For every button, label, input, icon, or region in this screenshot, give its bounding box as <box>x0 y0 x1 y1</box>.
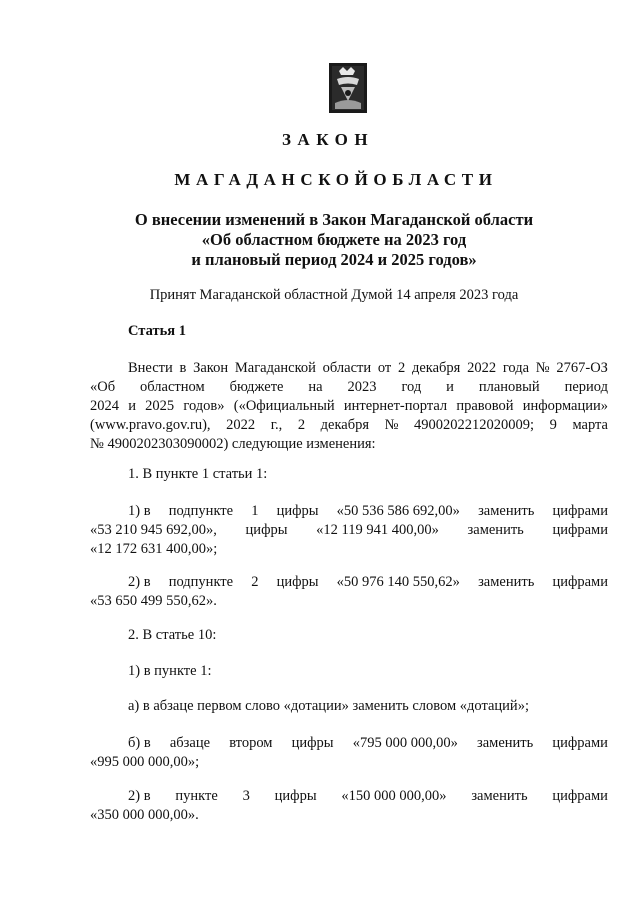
subitem-1 <box>90 502 608 559</box>
word: цифрами <box>552 522 608 538</box>
paragraph-line: «350 000 000,00». <box>90 807 199 823</box>
word: цифры <box>245 522 288 538</box>
heading-line: и плановый период 2024 и 2025 годов» <box>191 250 477 269</box>
magadan-coat-of-arms-icon <box>329 63 367 113</box>
word: заменить <box>467 522 524 538</box>
word: период <box>564 379 608 395</box>
word: 2024 <box>90 398 119 414</box>
word: б) в <box>128 735 151 751</box>
word: подпункте <box>168 574 234 590</box>
heading-line: «Об областном бюджете на 2023 год <box>201 230 467 249</box>
word: 2 <box>297 417 306 433</box>
item-1: 1. В пункте 1 статьи 1: <box>128 466 268 482</box>
word: «53 210 945 692,00», <box>90 522 217 538</box>
word: № <box>384 417 399 433</box>
word: («Официальный <box>233 398 335 414</box>
word: «50 536 586 692,00» <box>336 503 460 519</box>
word: «150 000 000,00» <box>341 788 447 804</box>
word: от <box>377 360 392 376</box>
word: интернет-портал <box>343 398 448 414</box>
word: № <box>535 360 550 376</box>
item-2-a: а) в абзаце первом слово «дотации» заменить словом «дотаций»; <box>128 698 529 714</box>
word: втором <box>229 735 273 751</box>
word: и <box>446 379 454 395</box>
paragraph-line <box>90 787 608 806</box>
paragraph-line <box>90 397 608 416</box>
word: заменить <box>478 574 535 590</box>
word: 2 <box>398 360 406 376</box>
paragraph-line <box>90 416 608 435</box>
word: 4900202212020009; <box>414 417 535 433</box>
word: цифрами <box>552 503 608 519</box>
word: декабря <box>411 360 461 376</box>
word: плановый <box>478 379 540 395</box>
paragraph-line: № 4900202303090002) следующие изменения: <box>90 436 376 452</box>
word: декабря <box>320 417 370 433</box>
word: «12 119 941 400,00» <box>316 522 439 538</box>
word: цифрами <box>552 788 608 804</box>
word: абзаце <box>169 735 211 751</box>
paragraph-line <box>90 359 608 378</box>
word: цифры <box>276 503 319 519</box>
heading-line: О внесении изменений в Закон Магаданской области <box>134 210 534 229</box>
word: (www.pravo.gov.ru), <box>90 417 211 433</box>
word: цифрами <box>552 735 608 751</box>
word: Магаданской <box>234 360 316 376</box>
word: 2022 <box>467 360 497 376</box>
word: «795 000 000,00» <box>352 735 458 751</box>
word: Закон <box>193 360 229 376</box>
word: 2023 <box>347 379 377 395</box>
word: 2767-ОЗ <box>556 360 608 376</box>
paragraph-line: «995 000 000,00»; <box>90 754 200 770</box>
word: цифры <box>276 574 319 590</box>
paragraph-line <box>90 734 608 753</box>
word: 2 <box>251 574 259 590</box>
intro-paragraph <box>90 359 608 454</box>
paragraph-line: «12 172 631 400,00»; <box>90 541 218 557</box>
word: «50 976 140 550,62» <box>336 574 460 590</box>
word: 2) в <box>128 788 151 804</box>
subitem-2 <box>90 573 608 611</box>
word: 2) в <box>128 574 151 590</box>
paragraph-line <box>90 502 608 521</box>
word: год <box>401 379 422 395</box>
paragraph-line <box>90 378 608 397</box>
word: года <box>502 360 530 376</box>
word: 9 <box>549 417 557 433</box>
word: в <box>179 360 187 376</box>
law-title: ЗАКОН <box>281 130 375 149</box>
word: правовой <box>456 398 514 414</box>
item-2-subitem-1: 1) в пункте 1: <box>128 663 212 679</box>
word: на <box>308 379 323 395</box>
word: областном <box>140 379 205 395</box>
word: подпункте <box>168 503 234 519</box>
item-2-subitem-2 <box>90 787 608 825</box>
word: заменить <box>478 503 535 519</box>
paragraph-line <box>90 573 608 592</box>
adoption-note: Принят Магаданской областной Думой 14 апреля 2023 года <box>149 287 519 303</box>
paragraph-line <box>90 521 608 540</box>
word: 3 <box>242 788 250 804</box>
article-title: Статья 1 <box>128 323 186 339</box>
paragraph-line: «53 650 499 550,62». <box>90 593 217 609</box>
word: и <box>128 398 136 414</box>
word: 2025 <box>145 398 175 414</box>
word: заменить <box>476 735 534 751</box>
word: информации» <box>522 398 608 414</box>
word: цифры <box>291 735 334 751</box>
word: бюджете <box>229 379 284 395</box>
word: г., <box>270 417 283 433</box>
word: марта <box>572 417 608 433</box>
word: «Об <box>90 379 116 395</box>
word: пункте <box>175 788 218 804</box>
word: цифры <box>274 788 317 804</box>
word: Внести <box>128 360 173 376</box>
word: области <box>322 360 372 376</box>
word: годов» <box>183 398 225 414</box>
item-2: 2. В статье 10: <box>128 627 217 643</box>
word: 1 <box>251 503 259 519</box>
region-title: МАГАДАНСКОЙОБЛАСТИ <box>174 170 498 189</box>
item-2-b <box>90 734 608 772</box>
law-heading <box>0 210 640 270</box>
word: заменить <box>471 788 528 804</box>
word: цифрами <box>552 574 608 590</box>
word: 1) в <box>128 503 151 519</box>
word: 2022 <box>226 417 256 433</box>
